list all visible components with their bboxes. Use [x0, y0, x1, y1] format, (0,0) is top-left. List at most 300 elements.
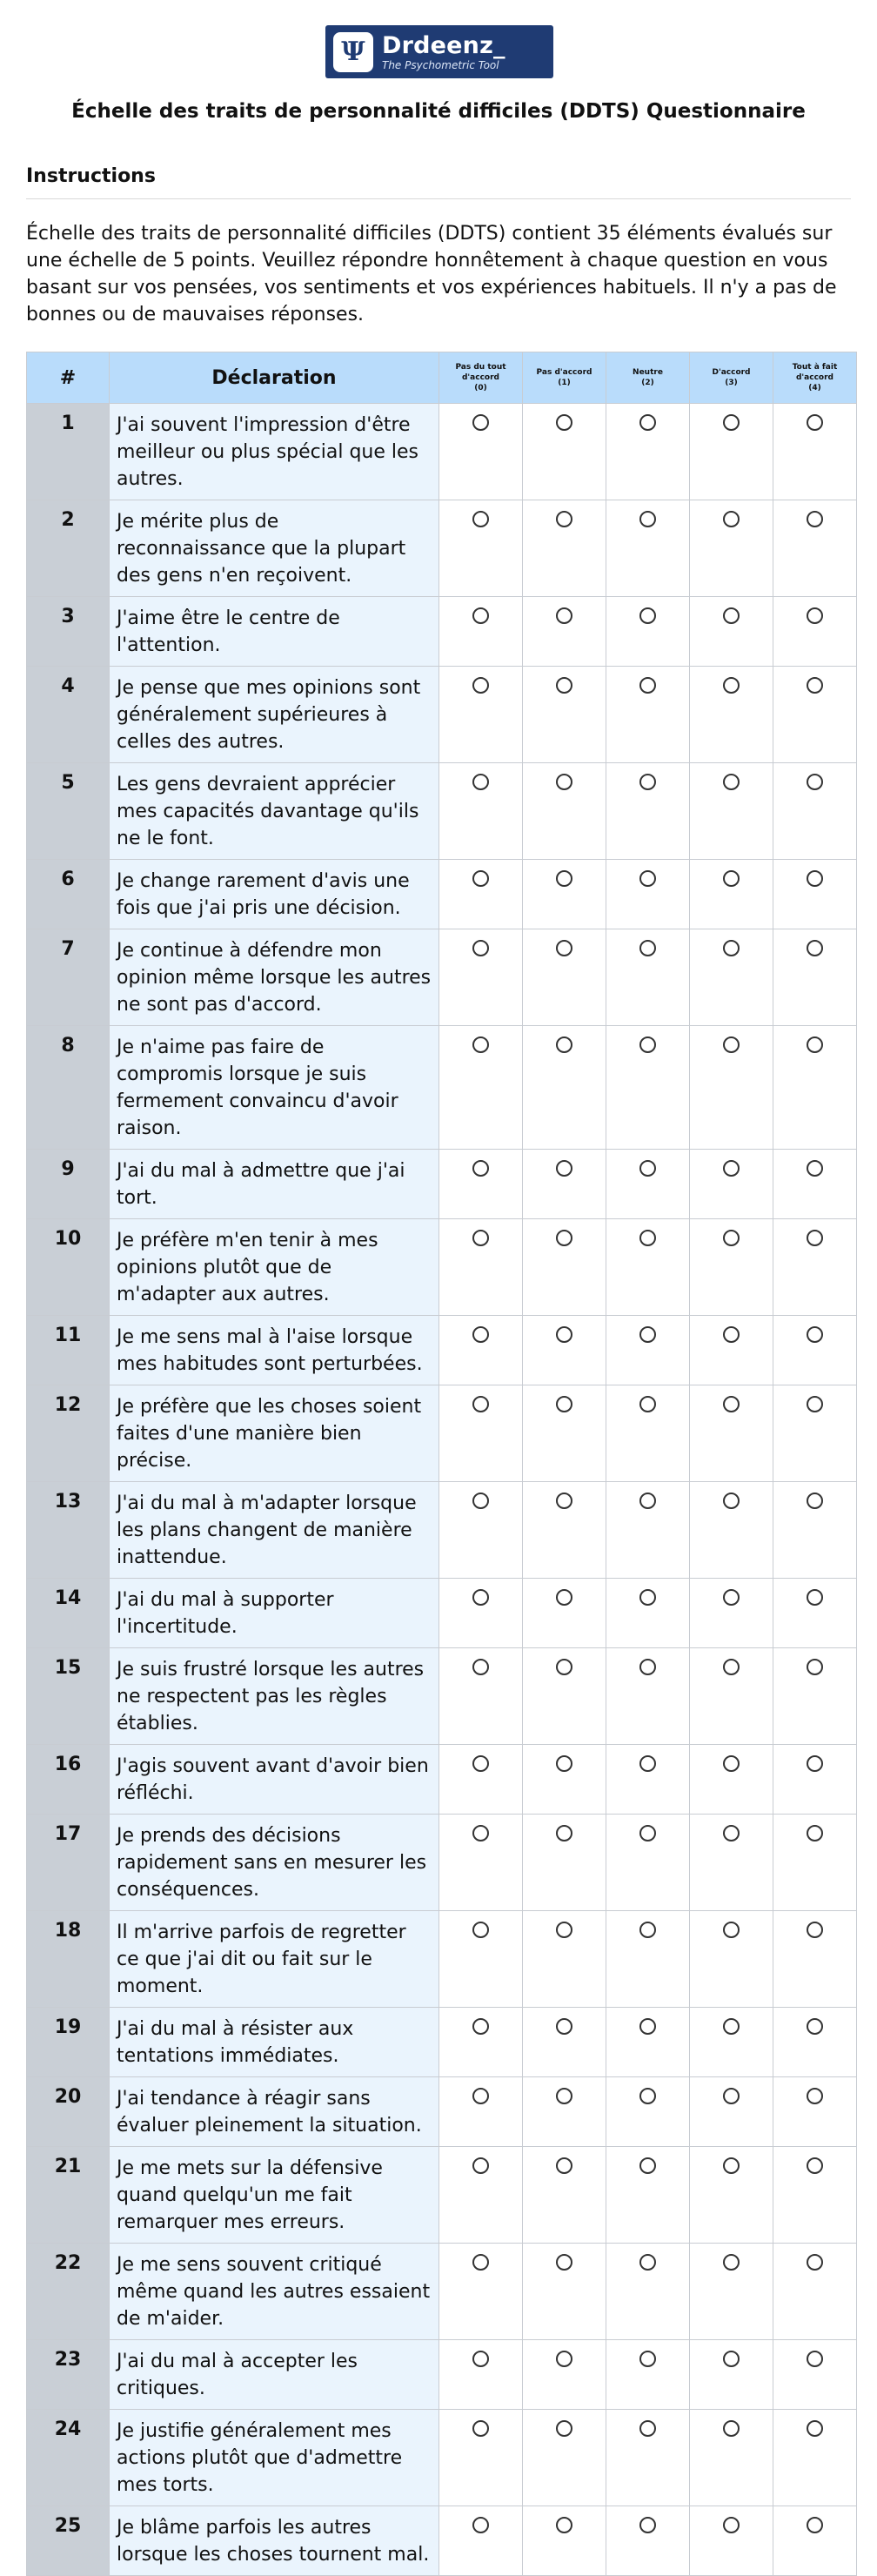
option-cell — [690, 1482, 773, 1579]
table-row — [27, 2147, 857, 2244]
table-row — [27, 1150, 857, 1219]
answer-radio-3[interactable] — [723, 1825, 740, 1841]
option-cell — [606, 929, 690, 1026]
option-cell — [606, 1815, 690, 1911]
answer-radio-1[interactable] — [556, 1755, 572, 1772]
answer-radio-2[interactable] — [639, 1589, 656, 1606]
option-cell — [439, 667, 523, 763]
answer-radio-2[interactable] — [639, 414, 656, 431]
header-option-0 — [439, 352, 523, 404]
answer-radio-4[interactable] — [807, 1825, 823, 1841]
answer-radio-3[interactable] — [723, 1589, 740, 1606]
option-cell — [606, 2340, 690, 2410]
answer-radio-0[interactable] — [472, 940, 489, 956]
option-cell — [523, 2506, 606, 2576]
table-row — [27, 2506, 857, 2576]
instructions-text: Échelle des traits de personnalité difficiles (DDTS) contient 35 éléments évalués sur une échelle de 5 points. Veuillez répondre honnêtement à chaque question en vous basant sur vos pensées, vos sentiments et vos expériences habituels. Il n'y a pas de bonnes ou de mauvaises réponses. — [26, 223, 837, 325]
answer-radio-0[interactable] — [472, 2018, 489, 2035]
answer-radio-4[interactable] — [807, 677, 823, 694]
answer-radio-1[interactable] — [556, 2517, 572, 2533]
option-cell — [523, 500, 606, 597]
option-label: Pas d'accord — [536, 368, 592, 377]
answer-radio-3[interactable] — [723, 2420, 740, 2437]
answer-radio-1[interactable] — [556, 940, 572, 956]
row-number: 10 — [27, 1219, 110, 1316]
answer-radio-1[interactable] — [556, 1589, 572, 1606]
answer-radio-1[interactable] — [556, 2088, 572, 2104]
option-cell — [523, 404, 606, 500]
option-cell — [439, 1911, 523, 2008]
answer-radio-1[interactable] — [556, 1659, 572, 1675]
option-cell — [690, 860, 773, 929]
answer-radio-4[interactable] — [807, 1589, 823, 1606]
option-cell — [690, 597, 773, 667]
header-statement: Déclaration — [110, 352, 439, 404]
option-cell — [690, 763, 773, 860]
answer-radio-4[interactable] — [807, 1755, 823, 1772]
answer-radio-4[interactable] — [807, 2351, 823, 2367]
answer-radio-3[interactable] — [723, 1160, 740, 1177]
row-statement: J'ai tendance à réagir sans évaluer pleinement la situation. — [110, 2077, 439, 2147]
option-cell — [690, 2244, 773, 2340]
option-cell — [690, 500, 773, 597]
answer-radio-0[interactable] — [472, 677, 489, 694]
row-number: 4 — [27, 667, 110, 763]
table-row — [27, 1745, 857, 1815]
table-row — [27, 1911, 857, 2008]
row-number: 22 — [27, 2244, 110, 2340]
table-row — [27, 1316, 857, 1385]
answer-radio-3[interactable] — [723, 774, 740, 790]
option-cell — [690, 1579, 773, 1648]
answer-radio-2[interactable] — [639, 2351, 656, 2367]
answer-radio-0[interactable] — [472, 1230, 489, 1246]
option-cell — [523, 2077, 606, 2147]
row-number: 9 — [27, 1150, 110, 1219]
option-cell — [439, 404, 523, 500]
answer-radio-0[interactable] — [472, 1326, 489, 1343]
answer-radio-2[interactable] — [639, 940, 656, 956]
answer-radio-4[interactable] — [807, 940, 823, 956]
table-row — [27, 2340, 857, 2410]
answer-radio-3[interactable] — [723, 1230, 740, 1246]
option-cell — [606, 1648, 690, 1745]
answer-radio-2[interactable] — [639, 677, 656, 694]
option-cell — [606, 2008, 690, 2077]
answer-radio-0[interactable] — [472, 2088, 489, 2104]
table-row — [27, 929, 857, 1026]
answer-radio-3[interactable] — [723, 1493, 740, 1509]
row-number: 14 — [27, 1579, 110, 1648]
option-cell — [690, 1219, 773, 1316]
answer-radio-2[interactable] — [639, 870, 656, 887]
answer-radio-0[interactable] — [472, 2420, 489, 2437]
answer-radio-1[interactable] — [556, 1326, 572, 1343]
row-number: 16 — [27, 1745, 110, 1815]
option-cell — [439, 2410, 523, 2506]
row-number: 25 — [27, 2506, 110, 2576]
option-cell — [523, 1911, 606, 2008]
option-cell — [606, 2244, 690, 2340]
questionnaire-table — [26, 352, 857, 2576]
answer-radio-3[interactable] — [723, 2157, 740, 2174]
option-cell — [773, 597, 857, 667]
answer-radio-4[interactable] — [807, 2018, 823, 2035]
row-statement: Je préfère que les choses soient faites d'une manière bien précise. — [110, 1385, 439, 1482]
option-cell — [773, 1316, 857, 1385]
option-cell — [773, 1219, 857, 1316]
row-number: 6 — [27, 860, 110, 929]
option-cell — [523, 1648, 606, 1745]
option-cell — [439, 1026, 523, 1150]
option-cell — [439, 1815, 523, 1911]
option-cell — [439, 2244, 523, 2340]
row-statement: J'ai du mal à résister aux tentations immédiates. — [110, 2008, 439, 2077]
answer-radio-2[interactable] — [639, 607, 656, 624]
answer-radio-0[interactable] — [472, 1755, 489, 1772]
answer-radio-3[interactable] — [723, 677, 740, 694]
row-statement: J'agis souvent avant d'avoir bien réfléchi. — [110, 1745, 439, 1815]
option-cell — [773, 1648, 857, 1745]
answer-radio-0[interactable] — [472, 870, 489, 887]
option-cell — [523, 860, 606, 929]
option-cell — [606, 2506, 690, 2576]
answer-radio-2[interactable] — [639, 2517, 656, 2533]
answer-radio-1[interactable] — [556, 2254, 572, 2271]
answer-radio-4[interactable] — [807, 2517, 823, 2533]
option-cell — [523, 2147, 606, 2244]
row-number: 19 — [27, 2008, 110, 2077]
option-cell — [439, 1316, 523, 1385]
row-number: 7 — [27, 929, 110, 1026]
answer-radio-2[interactable] — [639, 1493, 656, 1509]
option-cell — [606, 2410, 690, 2506]
answer-radio-2[interactable] — [639, 1922, 656, 1938]
answer-radio-0[interactable] — [472, 1922, 489, 1938]
row-statement: Je change rarement d'avis une fois que j'ai pris une décision. — [110, 860, 439, 929]
option-value: (3) — [725, 379, 738, 387]
option-cell — [606, 1579, 690, 1648]
answer-radio-4[interactable] — [807, 607, 823, 624]
table-row — [27, 667, 857, 763]
option-cell — [690, 1911, 773, 2008]
option-cell — [606, 1745, 690, 1815]
row-statement: Je me mets sur la défensive quand quelqu'un me fait remarquer mes erreurs. — [110, 2147, 439, 2244]
option-cell — [523, 2410, 606, 2506]
table-row — [27, 1579, 857, 1648]
row-statement: J'ai du mal à supporter l'incertitude. — [110, 1579, 439, 1648]
header-option-2 — [606, 352, 690, 404]
answer-radio-0[interactable] — [472, 1659, 489, 1675]
answer-radio-3[interactable] — [723, 1659, 740, 1675]
answer-radio-3[interactable] — [723, 511, 740, 527]
option-cell — [773, 1815, 857, 1911]
option-cell — [773, 2506, 857, 2576]
option-cell — [523, 1316, 606, 1385]
option-cell — [773, 1482, 857, 1579]
row-number: 20 — [27, 2077, 110, 2147]
option-cell — [690, 2147, 773, 2244]
option-cell — [523, 763, 606, 860]
table-row — [27, 763, 857, 860]
option-cell — [439, 1150, 523, 1219]
answer-radio-3[interactable] — [723, 2254, 740, 2271]
table-row — [27, 597, 857, 667]
option-cell — [523, 2340, 606, 2410]
answer-radio-4[interactable] — [807, 870, 823, 887]
option-cell — [439, 763, 523, 860]
option-cell — [523, 1745, 606, 1815]
option-cell — [439, 2147, 523, 2244]
option-cell — [606, 1316, 690, 1385]
answer-radio-0[interactable] — [472, 2517, 489, 2533]
answer-radio-2[interactable] — [639, 1326, 656, 1343]
option-label: Tout à fait d'accord — [792, 363, 838, 382]
option-cell — [773, 1150, 857, 1219]
answer-radio-0[interactable] — [472, 2254, 489, 2271]
option-cell — [523, 929, 606, 1026]
option-cell — [773, 1911, 857, 2008]
option-cell — [773, 1385, 857, 1482]
answer-radio-2[interactable] — [639, 2254, 656, 2271]
table-row — [27, 2008, 857, 2077]
option-cell — [439, 597, 523, 667]
answer-radio-1[interactable] — [556, 1493, 572, 1509]
option-cell — [773, 1745, 857, 1815]
row-number: 17 — [27, 1815, 110, 1911]
answer-radio-3[interactable] — [723, 607, 740, 624]
option-cell — [606, 1385, 690, 1482]
answer-radio-3[interactable] — [723, 1036, 740, 1053]
option-cell — [606, 2077, 690, 2147]
answer-radio-1[interactable] — [556, 607, 572, 624]
table-row — [27, 2410, 857, 2506]
answer-radio-2[interactable] — [639, 1825, 656, 1841]
table-row — [27, 404, 857, 500]
answer-radio-4[interactable] — [807, 1326, 823, 1343]
option-cell — [690, 1150, 773, 1219]
answer-radio-0[interactable] — [472, 1825, 489, 1841]
answer-radio-2[interactable] — [639, 2157, 656, 2174]
row-statement: J'ai souvent l'impression d'être meilleur ou plus spécial que les autres. — [110, 404, 439, 500]
answer-radio-2[interactable] — [639, 1659, 656, 1675]
answer-radio-1[interactable] — [556, 1160, 572, 1177]
answer-radio-3[interactable] — [723, 1396, 740, 1412]
answer-radio-3[interactable] — [723, 2018, 740, 2035]
option-cell — [773, 1026, 857, 1150]
answer-radio-0[interactable] — [472, 511, 489, 527]
option-cell — [523, 1579, 606, 1648]
answer-radio-2[interactable] — [639, 2018, 656, 2035]
header-option-1 — [523, 352, 606, 404]
option-cell — [523, 1815, 606, 1911]
option-cell — [439, 2008, 523, 2077]
psi-logo-icon: Ψ — [333, 32, 373, 72]
answer-radio-4[interactable] — [807, 1160, 823, 1177]
row-statement: Je préfère m'en tenir à mes opinions plutôt que de m'adapter aux autres. — [110, 1219, 439, 1316]
answer-radio-1[interactable] — [556, 414, 572, 431]
answer-radio-0[interactable] — [472, 1036, 489, 1053]
option-cell — [690, 2506, 773, 2576]
answer-radio-3[interactable] — [723, 2351, 740, 2367]
answer-radio-4[interactable] — [807, 1922, 823, 1938]
option-cell — [439, 1482, 523, 1579]
option-cell — [606, 1219, 690, 1316]
option-cell — [773, 2077, 857, 2147]
option-value: (4) — [808, 384, 821, 392]
option-cell — [439, 1648, 523, 1745]
option-cell — [773, 763, 857, 860]
option-cell — [773, 667, 857, 763]
answer-radio-3[interactable] — [723, 870, 740, 887]
answer-radio-4[interactable] — [807, 2420, 823, 2437]
answer-radio-4[interactable] — [807, 1659, 823, 1675]
answer-radio-1[interactable] — [556, 1922, 572, 1938]
answer-radio-2[interactable] — [639, 2088, 656, 2104]
option-cell — [606, 1150, 690, 1219]
answer-radio-0[interactable] — [472, 2351, 489, 2367]
option-cell — [439, 2077, 523, 2147]
answer-radio-4[interactable] — [807, 414, 823, 431]
answer-radio-4[interactable] — [807, 2254, 823, 2271]
answer-radio-3[interactable] — [723, 414, 740, 431]
answer-radio-1[interactable] — [556, 1396, 572, 1412]
option-cell — [690, 2008, 773, 2077]
option-cell — [773, 500, 857, 597]
option-cell — [439, 1745, 523, 1815]
answer-radio-3[interactable] — [723, 1755, 740, 1772]
option-cell — [523, 1219, 606, 1316]
answer-radio-4[interactable] — [807, 1396, 823, 1412]
option-cell — [690, 929, 773, 1026]
answer-radio-2[interactable] — [639, 1755, 656, 1772]
option-cell — [606, 860, 690, 929]
answer-radio-2[interactable] — [639, 1396, 656, 1412]
answer-radio-4[interactable] — [807, 2088, 823, 2104]
table-row — [27, 1385, 857, 1482]
answer-radio-2[interactable] — [639, 511, 656, 527]
answer-radio-0[interactable] — [472, 1589, 489, 1606]
row-number: 12 — [27, 1385, 110, 1482]
answer-radio-1[interactable] — [556, 1230, 572, 1246]
option-cell — [439, 860, 523, 929]
row-statement: Je me sens mal à l'aise lorsque mes habitudes sont perturbées. — [110, 1316, 439, 1385]
answer-radio-2[interactable] — [639, 1160, 656, 1177]
answer-radio-0[interactable] — [472, 1493, 489, 1509]
answer-radio-2[interactable] — [639, 1230, 656, 1246]
table-header-row — [27, 352, 857, 404]
option-cell — [690, 1026, 773, 1150]
option-cell — [606, 500, 690, 597]
answer-radio-1[interactable] — [556, 1825, 572, 1841]
row-number: 8 — [27, 1026, 110, 1150]
answer-radio-0[interactable] — [472, 607, 489, 624]
option-cell — [773, 2244, 857, 2340]
option-cell — [523, 1385, 606, 1482]
answer-radio-0[interactable] — [472, 2157, 489, 2174]
row-number: 11 — [27, 1316, 110, 1385]
answer-radio-1[interactable] — [556, 2351, 572, 2367]
answer-radio-1[interactable] — [556, 1036, 572, 1053]
option-cell — [523, 2244, 606, 2340]
logo-text — [382, 31, 505, 71]
answer-radio-0[interactable] — [472, 1396, 489, 1412]
answer-radio-0[interactable] — [472, 774, 489, 790]
row-number: 24 — [27, 2410, 110, 2506]
answer-radio-4[interactable] — [807, 1230, 823, 1246]
answer-radio-3[interactable] — [723, 2517, 740, 2533]
option-value: (1) — [558, 379, 571, 387]
table-row — [27, 2244, 857, 2340]
option-cell — [606, 1482, 690, 1579]
option-cell — [606, 404, 690, 500]
option-cell — [690, 667, 773, 763]
answer-radio-3[interactable] — [723, 1922, 740, 1938]
answer-radio-1[interactable] — [556, 774, 572, 790]
answer-radio-3[interactable] — [723, 2088, 740, 2104]
answer-radio-2[interactable] — [639, 774, 656, 790]
answer-radio-3[interactable] — [723, 940, 740, 956]
option-value: (0) — [474, 384, 487, 392]
option-cell — [773, 2147, 857, 2244]
answer-radio-3[interactable] — [723, 1326, 740, 1343]
row-number: 15 — [27, 1648, 110, 1745]
brand-logo — [325, 25, 553, 78]
option-cell — [439, 1219, 523, 1316]
option-cell — [690, 1745, 773, 1815]
option-cell — [606, 667, 690, 763]
option-label: D'accord — [712, 368, 751, 377]
answer-radio-0[interactable] — [472, 1160, 489, 1177]
answer-radio-4[interactable] — [807, 511, 823, 527]
option-value: (2) — [641, 379, 654, 387]
answer-radio-4[interactable] — [807, 774, 823, 790]
option-cell — [439, 2340, 523, 2410]
header-option-4 — [773, 352, 857, 404]
answer-radio-1[interactable] — [556, 2420, 572, 2437]
row-statement: Je mérite plus de reconnaissance que la plupart des gens n'en reçoivent. — [110, 500, 439, 597]
row-statement: Je suis frustré lorsque les autres ne respectent pas les règles établies. — [110, 1648, 439, 1745]
option-cell — [773, 2340, 857, 2410]
option-cell — [523, 2008, 606, 2077]
answer-radio-1[interactable] — [556, 677, 572, 694]
option-cell — [773, 2410, 857, 2506]
answer-radio-1[interactable] — [556, 2157, 572, 2174]
answer-radio-4[interactable] — [807, 1036, 823, 1053]
answer-radio-1[interactable] — [556, 511, 572, 527]
row-statement: Je me sens souvent critiqué même quand les autres essaient de m'aider. — [110, 2244, 439, 2340]
answer-radio-1[interactable] — [556, 870, 572, 887]
answer-radio-2[interactable] — [639, 1036, 656, 1053]
option-cell — [606, 1026, 690, 1150]
instructions-heading: Instructions — [26, 165, 156, 187]
row-statement: Je continue à défendre mon opinion même lorsque les autres ne sont pas d'accord. — [110, 929, 439, 1026]
answer-radio-4[interactable] — [807, 2157, 823, 2174]
table-row — [27, 860, 857, 929]
option-cell — [606, 763, 690, 860]
option-cell — [690, 2410, 773, 2506]
table-row — [27, 1482, 857, 1579]
option-cell — [773, 2008, 857, 2077]
answer-radio-0[interactable] — [472, 414, 489, 431]
answer-radio-2[interactable] — [639, 2420, 656, 2437]
row-statement: Il m'arrive parfois de regretter ce que j'ai dit ou fait sur le moment. — [110, 1911, 439, 2008]
answer-radio-1[interactable] — [556, 2018, 572, 2035]
answer-radio-4[interactable] — [807, 1493, 823, 1509]
table-row — [27, 2077, 857, 2147]
option-cell — [690, 1815, 773, 1911]
row-number: 5 — [27, 763, 110, 860]
